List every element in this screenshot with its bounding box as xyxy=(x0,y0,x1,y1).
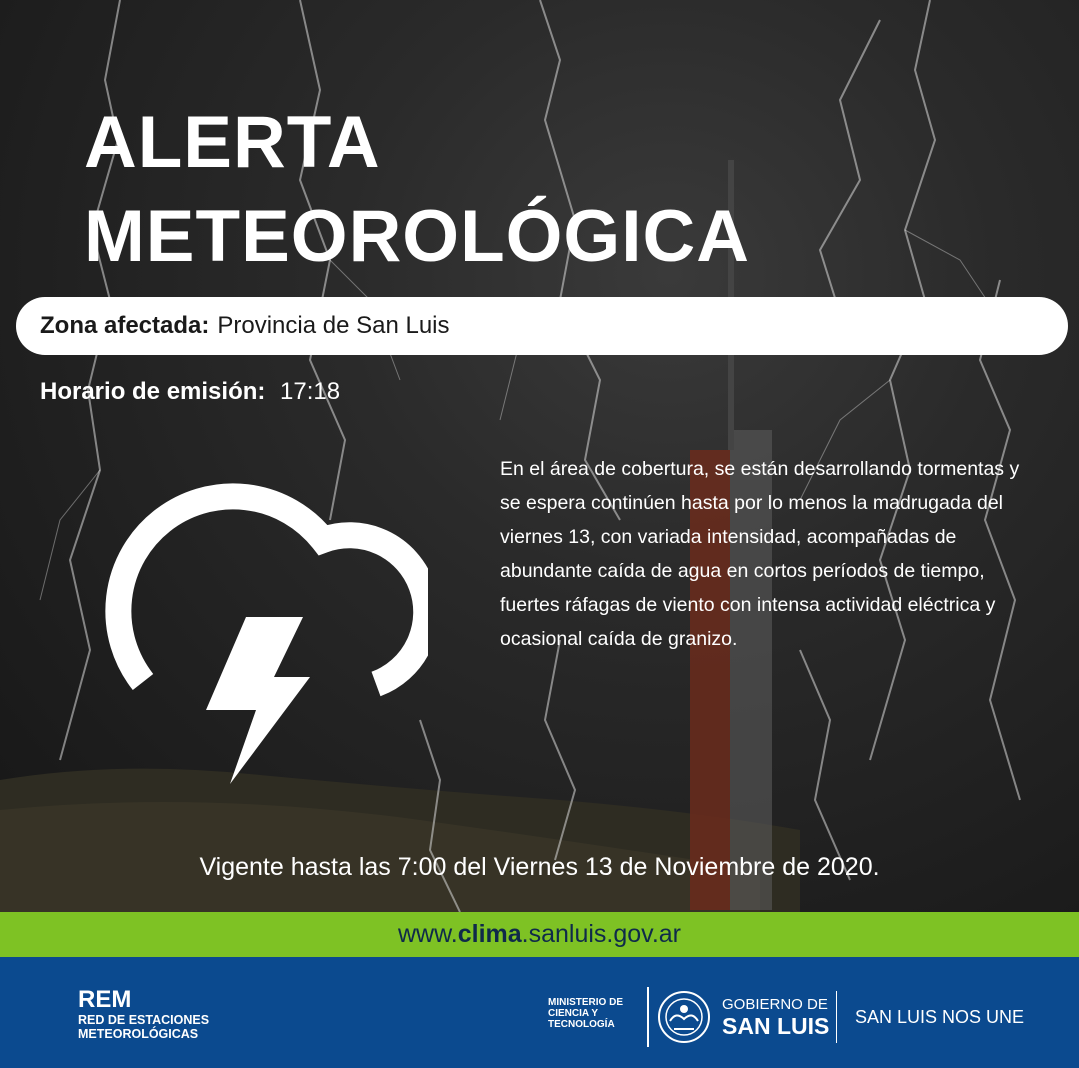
valid-until: Vigente hasta las 7:00 del Viernes 13 de Noviembre de 2020. xyxy=(199,853,880,881)
website-link[interactable] xyxy=(398,920,681,949)
divider xyxy=(836,991,837,1043)
thunderstorm-cloud-icon xyxy=(98,462,428,792)
san-luis-seal-icon xyxy=(656,989,712,1045)
title-line-2: METEOROLÓGICA xyxy=(84,196,750,277)
website-suffix: .sanluis.gov.ar xyxy=(521,920,681,948)
footer xyxy=(0,957,1079,1068)
gobierno-bottom: SAN LUIS xyxy=(722,1013,830,1039)
alert-description: En el área de cobertura, se están desarrollando tormentas y se espera continúen hasta por lo menos la madrugada del viernes 13, con variada intensidad, acompañadas de abundante caída de agua en cortos períodos de tiempo, fuertes ráfagas de viento con intensa actividad eléctrica y ocasional caída de granizo. xyxy=(500,458,1020,650)
alert-title xyxy=(84,96,750,284)
zone-label: Zona afectada: xyxy=(40,312,210,339)
rem-logo xyxy=(78,987,238,1041)
emission-time xyxy=(40,378,340,406)
ministerio-label: MINISTERIO DE CIENCIA Y TECNOLOGÍA xyxy=(548,997,624,1030)
rem-subtitle: RED DE ESTACIONES METEOROLÓGICAS xyxy=(78,1013,210,1041)
website-band xyxy=(0,912,1079,957)
divider xyxy=(647,987,649,1047)
rem-title: REM xyxy=(78,986,132,1013)
emission-time-value: 17:18 xyxy=(280,378,341,405)
gobierno-top: GOBIERNO DE xyxy=(722,996,828,1013)
website-bold: clima xyxy=(457,920,522,948)
affected-zone-bar xyxy=(16,297,1068,355)
zone-value: Provincia de San Luis xyxy=(217,312,450,339)
gobierno-logo xyxy=(722,997,832,1039)
website-prefix: www. xyxy=(397,920,458,948)
title-line-1: ALERTA xyxy=(84,102,381,183)
slogan: SAN LUIS NOS UNE xyxy=(855,1007,1025,1027)
emission-time-label: Horario de emisión: xyxy=(40,378,266,405)
